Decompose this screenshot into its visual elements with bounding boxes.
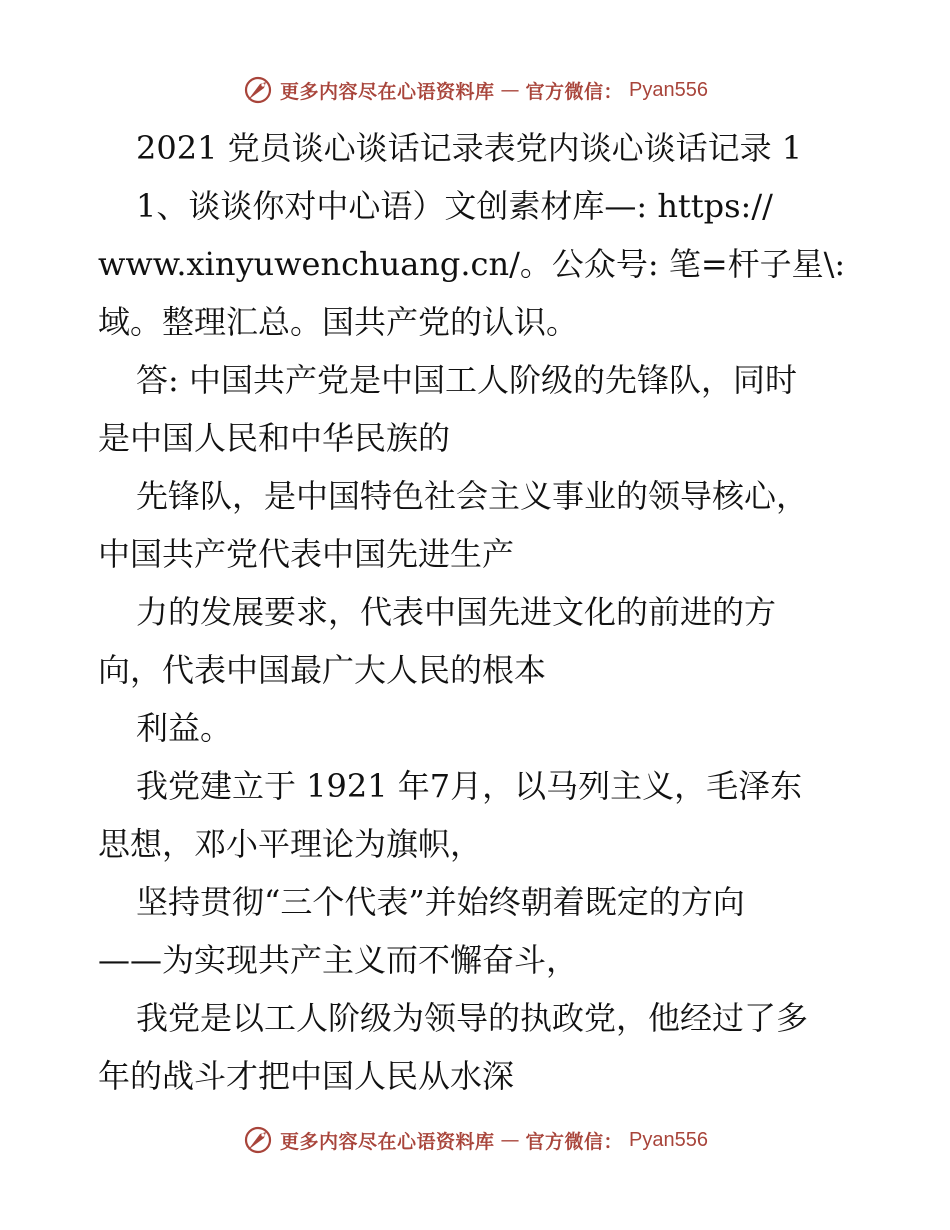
- pen-nib-logo-icon: [242, 1124, 274, 1156]
- footer-watermark-id: Pyan556: [629, 1128, 708, 1151]
- header-watermark-wechat: 官方微信：: [525, 80, 624, 103]
- document-line: ——为实现共产主义而不懈奋斗，: [98, 941, 579, 979]
- document-line: 力的发展要求，代表中国先进文化的前进的方: [136, 593, 777, 631]
- document-line: 是中国人民和中华民族的: [98, 419, 451, 457]
- document-line: 答: 中国共产党是中国工人阶级的先锋队，同时: [136, 361, 797, 399]
- header-watermark-separator: —: [500, 79, 520, 101]
- header-watermark: [0, 70, 950, 110]
- document-line: 思想，邓小平理论为旗帜，: [98, 825, 483, 863]
- header-watermark-text: 更多内容尽在心语资料库: [280, 80, 495, 103]
- document-line: 年的战斗才把中国人民从水深: [98, 1057, 515, 1095]
- document-line: 我党建立于 1921 年7月，以马列主义，毛泽东: [136, 767, 803, 805]
- document-body: [98, 122, 850, 1102]
- document-line: 2021 党员谈心谈话记录表党内谈心谈话记录 1: [136, 129, 803, 167]
- document-line: 我党是以工人阶级为领导的执政党，他经过了多: [136, 999, 809, 1037]
- footer-watermark: [0, 1120, 950, 1160]
- document-line: 向，代表中国最广大人民的根本: [98, 651, 547, 689]
- footer-watermark-wechat: 官方微信：: [525, 1130, 624, 1153]
- pen-nib-logo-icon: [242, 74, 274, 106]
- header-watermark-id: Pyan556: [629, 78, 708, 101]
- footer-watermark-text: 更多内容尽在心语资料库: [280, 1130, 495, 1153]
- document-line: 坚持贯彻“三个代表”并始终朝着既定的方向: [136, 883, 745, 921]
- document-line: 中国共产党代表中国先进生产: [98, 535, 515, 573]
- document-line: 域。整理汇总。国共产党的认识。: [98, 303, 579, 341]
- document-line: www.xinyuwenchuang.cn/。公众号: 笔=杆子星\:: [98, 245, 846, 283]
- document-line: 利益。: [136, 709, 233, 747]
- document-line: 先锋队，是中国特色社会主义事业的领导核心，: [136, 477, 809, 515]
- document-line: 1、谈谈你对中心语）文创素材库—: https://: [136, 187, 773, 225]
- footer-watermark-separator: —: [500, 1129, 520, 1151]
